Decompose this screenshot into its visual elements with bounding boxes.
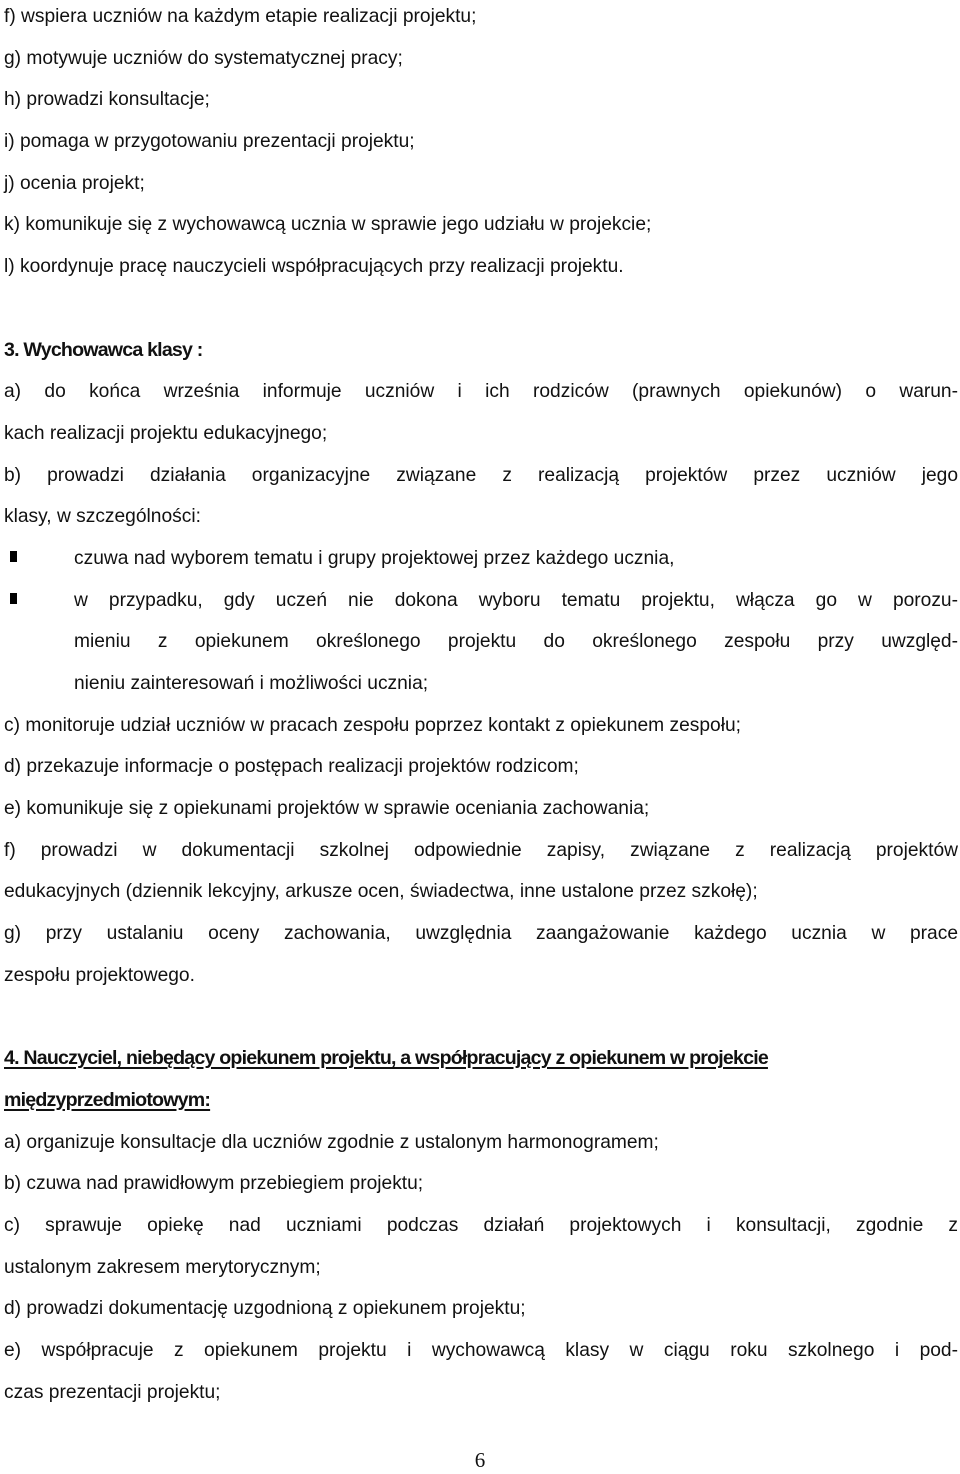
page-number: 6 <box>474 1448 486 1472</box>
section-3-heading: 3. Wychowawca klasy : <box>4 338 203 361</box>
section-3-item-b-line-2: klasy, w szczególności: <box>4 506 201 528</box>
section-4-item-e-line-2: czas prezentacji projektu; <box>4 1381 221 1403</box>
bullet-item-1 <box>4 538 958 580</box>
list-item-k: k) komunikuje się z wychowawcą ucznia w sprawie jego udziału w projekcie; <box>4 214 652 236</box>
section-3-item-d: d) przekazuje informacje o postępach realizacji projektów rodzicom; <box>4 756 579 778</box>
section-4-heading-line-2: międzyprzedmiotowym: <box>4 1088 211 1111</box>
list-item-g: g) motywuje uczniów do systematycznej pracy; <box>4 47 403 69</box>
section-3-item-a-line-2: kach realizacji projektu edukacyjnego; <box>4 422 328 444</box>
section-4-item-c-line-1: c) sprawuje opiekę nad uczniami podczas działań projektowych i konsultacji, zgodnie z <box>4 1214 958 1236</box>
list-item-l: l) koordynuje pracę nauczycieli współpracujących przy realizacji projektu. <box>4 256 624 278</box>
list-item-i: i) pomaga w przygotowaniu prezentacji projektu; <box>4 131 415 153</box>
document-body <box>4 0 958 1413</box>
section-3-item-c: c) monitoruje udział uczniów w pracach zespołu poprzez kontakt z opiekunem zespołu; <box>4 714 741 736</box>
list-item-j: j) ocenia projekt; <box>4 172 145 194</box>
section-4-item-c-line-2: ustalonym zakresem merytorycznym; <box>4 1256 321 1278</box>
bullet-item-2 <box>4 580 958 622</box>
section-4-item-b: b) czuwa nad prawidłowym przebiegiem projektu; <box>4 1173 424 1195</box>
bullet-item-1-text: czuwa nad wyborem tematu i grupy projektowej przez każdego ucznia, <box>74 547 675 569</box>
section-4-item-e-line-1: e) współpracuje z opiekunem projektu i wychowawcą klasy w ciągu roku szkolnego i pod- <box>4 1340 958 1361</box>
bullet-item-2-line-3: nieniu zainteresowań i możliwości ucznia; <box>74 673 429 694</box>
section-3-item-a-line-1: a) do końca września informuje uczniów i ich rodziców (prawnych opiekunów) o warun- <box>4 381 958 403</box>
section-3-item-g-line-1: g) przy ustalaniu oceny zachowania, uwzględnia zaangażowanie każdego ucznia w prace <box>4 923 958 945</box>
section-4-heading-line-1: 4. Nauczyciel, niebędący opiekunem projektu, a współpracujący z opiekunem w projekcie <box>4 1047 768 1070</box>
square-bullet-icon <box>10 551 17 562</box>
section-3-item-b-line-1: b) prowadzi działania organizacyjne związane z realizacją projektów przez uczniów jego <box>4 464 958 486</box>
list-item-f: f) wspiera uczniów na każdym etapie realizacji projektu; <box>4 6 477 27</box>
bullet-item-2-line-2: mieniu z opiekunem określonego projektu do określonego zespołu przy uwzględ- <box>74 631 958 653</box>
paragraph-gap <box>4 288 958 330</box>
section-4-item-a: a) organizuje konsultacje dla uczniów zgodnie z ustalonym harmonogramem; <box>4 1131 659 1153</box>
section-3-item-g-line-2: zespołu projektowego. <box>4 964 195 986</box>
square-bullet-icon <box>10 593 17 604</box>
section-4-item-d: d) prowadzi dokumentację uzgodnioną z opiekunem projektu; <box>4 1298 526 1320</box>
section-3-item-f-line-1: f) prowadzi w dokumentacji szkolnej odpowiednie zapisy, związane z realizacją projektów <box>4 839 958 861</box>
paragraph-gap <box>4 997 958 1039</box>
bullet-item-2-line-1: w przypadku, gdy uczeń nie dokona wyboru tematu projektu, włącza go w porozu- <box>74 589 958 611</box>
list-item-h: h) prowadzi konsultacje; <box>4 89 210 111</box>
section-3-item-f-line-2: edukacyjnych (dziennik lekcyjny, arkusze ocen, świadectwa, inne ustalone przez szkołę); <box>4 881 758 903</box>
section-3-item-e: e) komunikuje się z opiekunami projektów w sprawie oceniania zachowania; <box>4 798 650 820</box>
